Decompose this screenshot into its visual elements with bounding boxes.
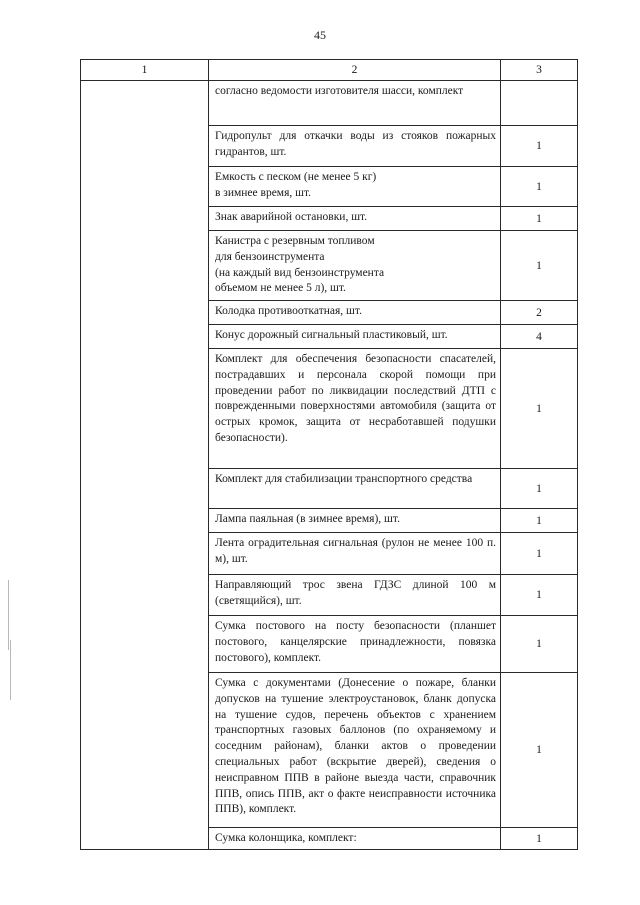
table-header-row [81, 60, 578, 81]
column-header-2: 2 [209, 60, 501, 81]
item-description: Комплект для стабилизации транспортного средства [209, 469, 501, 509]
item-quantity: 1 [501, 616, 578, 673]
item-quantity: 1 [501, 828, 578, 850]
item-quantity: 2 [501, 301, 578, 325]
item-description: Направляющий трос звена ГДЗС длиной 100 м (светящийся), шт. [209, 575, 501, 616]
section-column-cell [81, 81, 209, 850]
item-quantity: 1 [501, 349, 578, 469]
item-quantity: 1 [501, 231, 578, 301]
item-description: Знак аварийной остановки, шт. [209, 207, 501, 231]
equipment-table [80, 59, 578, 850]
item-description: Сумка с документами (Донесение о пожаре, бланки допусков на тушение электроустановок, бланк допуска на тушение судов, перечень объектов с хранением транспортных газовых баллонов (по охраняемому и соседним районам), бланки актов о проведении специальных работ (вскрытие дверей), сведения о неисправном ППВ в районе выезда части, справочник ППВ, опись ППВ, акт о факте неисправности источника ППВ), комплект. [209, 673, 501, 828]
table-header [81, 60, 578, 81]
page-number: 45 [314, 28, 326, 42]
item-quantity: 1 [501, 207, 578, 231]
item-quantity: 1 [501, 509, 578, 533]
item-quantity: 4 [501, 325, 578, 349]
item-description: Сумка колонщика, комплект: [209, 828, 501, 850]
item-quantity: 1 [501, 167, 578, 207]
item-quantity: 1 [501, 533, 578, 575]
column-header-3: 3 [501, 60, 578, 81]
scan-artifact-line [10, 640, 11, 700]
item-description: Комплект для обеспечения безопасности спасателей, пострадавших и персонала скорой помощи при проведении работ по ликвидации последствий ДТП с поврежденными поверхностями автомобиля (защита от острых кромок, защита от несработавшей подушки безопасности). [209, 349, 501, 469]
item-quantity [501, 81, 578, 126]
item-description: согласно ведомости изготовителя шасси, комплект [209, 81, 501, 126]
item-description: Гидропульт для откачки воды из стояков пожарных гидрантов, шт. [209, 126, 501, 167]
item-description: Сумка постового на посту безопасности (планшет постового, канцелярские принадлежности, повязка постового), комплект. [209, 616, 501, 673]
scan-artifact-line [8, 580, 9, 650]
item-description: Лента оградительная сигнальная (рулон не менее 100 п. м), шт. [209, 533, 501, 575]
item-description: Канистра с резервным топливом для бензоинструмента (на каждый вид бензоинструмента объемом не менее 5 л), шт. [209, 231, 501, 301]
column-header-1: 1 [81, 60, 209, 81]
item-quantity: 1 [501, 673, 578, 828]
item-description: Лампа паяльная (в зимнее время), шт. [209, 509, 501, 533]
item-description: Конус дорожный сигнальный пластиковый, шт. [209, 325, 501, 349]
item-quantity: 1 [501, 575, 578, 616]
item-description: Емкость с песком (не менее 5 кг) в зимнее время, шт. [209, 167, 501, 207]
table-row [81, 81, 578, 126]
item-quantity: 1 [501, 469, 578, 509]
item-quantity: 1 [501, 126, 578, 167]
table-body [81, 81, 578, 850]
item-description: Колодка противооткатная, шт. [209, 301, 501, 325]
